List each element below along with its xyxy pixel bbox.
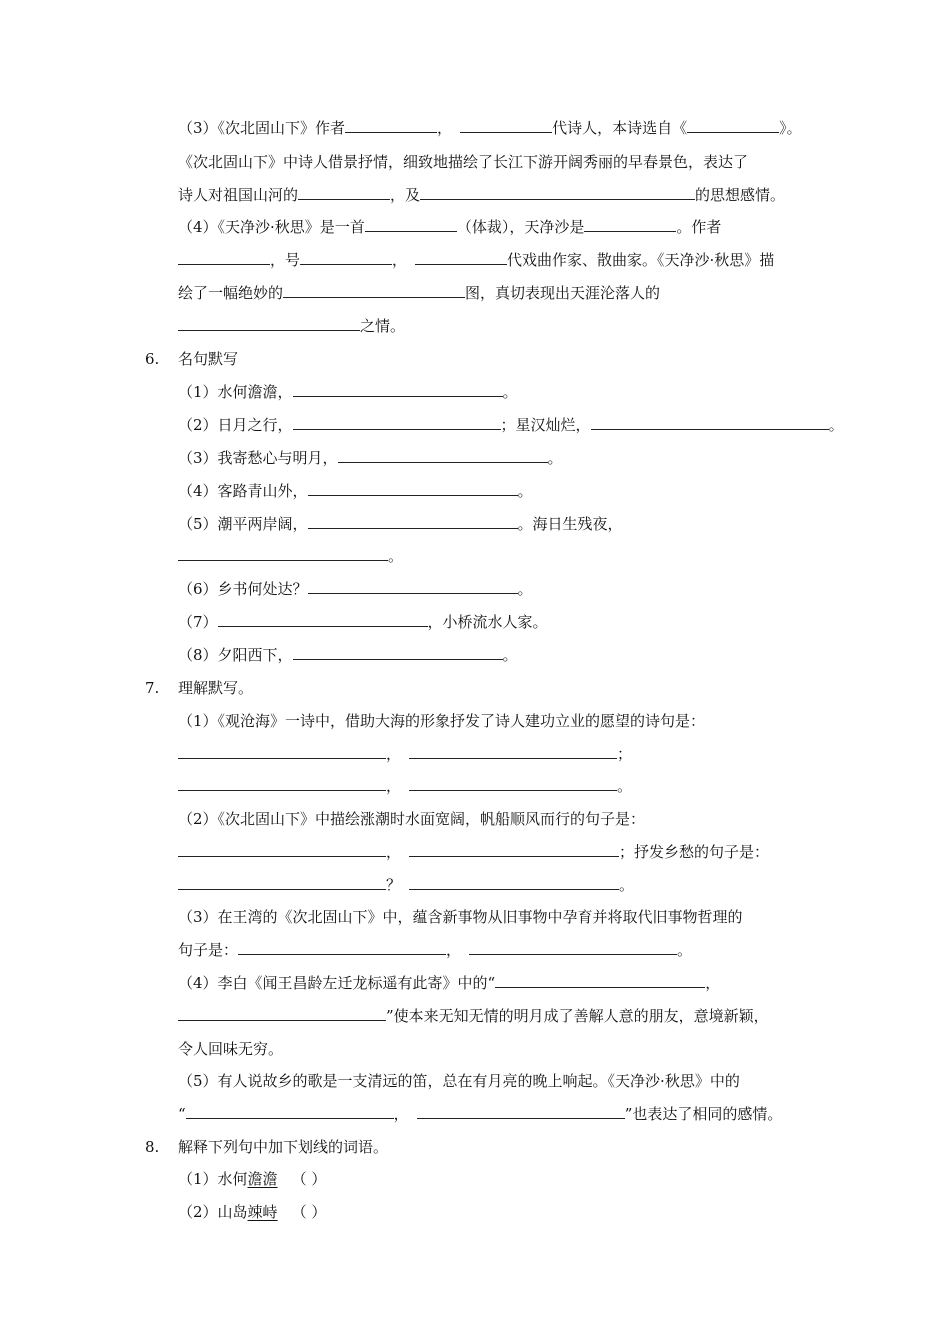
q6-item8: （8）夕阳西下， 。 bbox=[178, 646, 518, 664]
blank[interactable] bbox=[178, 1006, 386, 1021]
question-number: 7. bbox=[145, 679, 160, 697]
question-number: 8. bbox=[145, 1138, 160, 1156]
blank[interactable] bbox=[283, 283, 465, 298]
blank[interactable] bbox=[178, 744, 386, 759]
q7-p4-cont2: 令人回味无穷。 bbox=[178, 1040, 284, 1058]
blank[interactable] bbox=[293, 645, 503, 660]
blank[interactable] bbox=[186, 1104, 394, 1119]
blank[interactable] bbox=[308, 514, 518, 529]
q5-4-line2: ，号 ， 代戏曲作家、散曲家。《天净沙·秋思》描 bbox=[178, 250, 774, 270]
blank[interactable] bbox=[584, 217, 676, 232]
underlined-word: 竦峙 bbox=[247, 1203, 278, 1221]
blank[interactable] bbox=[178, 250, 270, 265]
blank[interactable] bbox=[409, 842, 619, 857]
blank[interactable] bbox=[469, 940, 677, 955]
q7-p3: （3）在王湾的《次北固山下》中，蕴含新事物从旧事物中孕育并将取代旧事物哲理的 bbox=[178, 908, 743, 926]
q6-item2: （2）日月之行， ；星汉灿烂， 。 bbox=[178, 416, 844, 434]
blank[interactable] bbox=[178, 546, 388, 561]
q6-item6: （6）乡书何处达？ 。 bbox=[178, 580, 533, 598]
blank[interactable] bbox=[308, 481, 518, 496]
q7-p5-cont: “ ， ”也表达了相同的感情。 bbox=[178, 1105, 783, 1123]
blank[interactable] bbox=[495, 973, 705, 988]
blank[interactable] bbox=[420, 185, 695, 200]
q5-3-line1: （3）《次北固山下》作者 ， 代诗人，本诗选自《 》。 bbox=[178, 119, 802, 137]
q7-p4: （4）李白《闻王昌龄左迁龙标遥有此寄》中的“ ， bbox=[178, 974, 721, 992]
q6-item7: （7） ，小桥流水人家。 bbox=[178, 613, 548, 631]
q8-item2: （2）山岛竦峙 （ ） bbox=[178, 1203, 327, 1221]
answer-paren[interactable]: （ ） bbox=[291, 1203, 327, 1221]
underlined-word: 澹澹 bbox=[247, 1170, 278, 1188]
blank[interactable] bbox=[409, 744, 617, 759]
q5-3-line2: 《次北固山下》中诗人借景抒情，细致地描绘了长江下游开阔秀丽的早春景色，表达了 bbox=[178, 153, 749, 171]
blank[interactable] bbox=[591, 415, 829, 430]
blank[interactable] bbox=[218, 612, 428, 627]
q7-p1: （1）《观沧海》一诗中，借助大海的形象抒发了诗人建功立业的愿望的诗句是： bbox=[178, 712, 706, 730]
q6-item5-cont: 。 bbox=[178, 546, 403, 566]
q8-item1: （1）水何澹澹 （ ） bbox=[178, 1170, 327, 1188]
question-title: 理解默写。 bbox=[178, 679, 254, 697]
blank[interactable] bbox=[308, 579, 518, 594]
q7-p2-blanks2: ？ 。 bbox=[178, 875, 634, 895]
q8-heading bbox=[145, 1137, 388, 1157]
q7-p1-blanks2: ， 。 bbox=[178, 776, 632, 796]
q6-item1: （1）水何澹澹， 。 bbox=[178, 383, 518, 401]
q7-p3-cont: 句子是： ， 。 bbox=[178, 941, 693, 959]
q5-4-line1: （4）《天净沙·秋思》是一首 （体裁），天净沙是 。作者 bbox=[178, 218, 722, 236]
q5-3-line3: 诗人对祖国山河的 ，及 的思想感情。 bbox=[178, 186, 786, 204]
blank[interactable] bbox=[409, 875, 619, 890]
q5-4-line3: 绘了一幅绝妙的 图，真切表现出天涯沦落人的 bbox=[178, 284, 661, 302]
blank[interactable] bbox=[238, 940, 446, 955]
q6-item4: （4）客路青山外， 。 bbox=[178, 482, 533, 500]
q6-heading bbox=[145, 349, 238, 369]
blank[interactable] bbox=[687, 118, 779, 133]
blank[interactable] bbox=[178, 842, 386, 857]
q7-p2-blanks1: ， ；抒发乡愁的句子是： bbox=[178, 842, 769, 862]
q6-item5: （5）潮平两岸阔， 。海日生残夜， bbox=[178, 515, 623, 533]
blank[interactable] bbox=[293, 382, 503, 397]
q7-p2: （2）《次北固山下》中描绘涨潮时水面宽阔，帆船顺风而行的句子是： bbox=[178, 810, 646, 828]
q5-4-line4: 之情。 bbox=[178, 316, 405, 336]
blank[interactable] bbox=[293, 415, 501, 430]
answer-paren[interactable]: （ ） bbox=[291, 1170, 327, 1188]
question-title: 解释下列句中加下划线的词语。 bbox=[178, 1138, 389, 1156]
q7-heading bbox=[145, 678, 253, 698]
blank[interactable] bbox=[417, 1104, 625, 1119]
blank[interactable] bbox=[300, 250, 392, 265]
question-title: 名句默写 bbox=[178, 350, 239, 368]
q7-p1-blanks1: ， ； bbox=[178, 744, 632, 764]
blank[interactable] bbox=[298, 185, 390, 200]
blank[interactable] bbox=[338, 448, 548, 463]
question-number: 6. bbox=[145, 350, 160, 368]
blank[interactable] bbox=[409, 776, 617, 791]
q6-item3: （3）我寄愁心与明月， 。 bbox=[178, 449, 563, 467]
blank[interactable] bbox=[365, 217, 457, 232]
blank[interactable] bbox=[178, 776, 386, 791]
blank[interactable] bbox=[415, 250, 507, 265]
blank[interactable] bbox=[460, 118, 552, 133]
blank[interactable] bbox=[178, 316, 360, 331]
blank[interactable] bbox=[178, 875, 386, 890]
blank[interactable] bbox=[345, 118, 437, 133]
q7-p5: （5）有人说故乡的歌是一支清远的笛，总在有月亮的晚上响起。《天净沙·秋思》中的 bbox=[178, 1072, 740, 1090]
q5-3-author-label: （3）《次北固山下》作者 bbox=[178, 119, 346, 137]
q7-p4-cont: ”使本来无知无情的明月成了善解人意的朋友，意境新颖， bbox=[178, 1006, 769, 1026]
